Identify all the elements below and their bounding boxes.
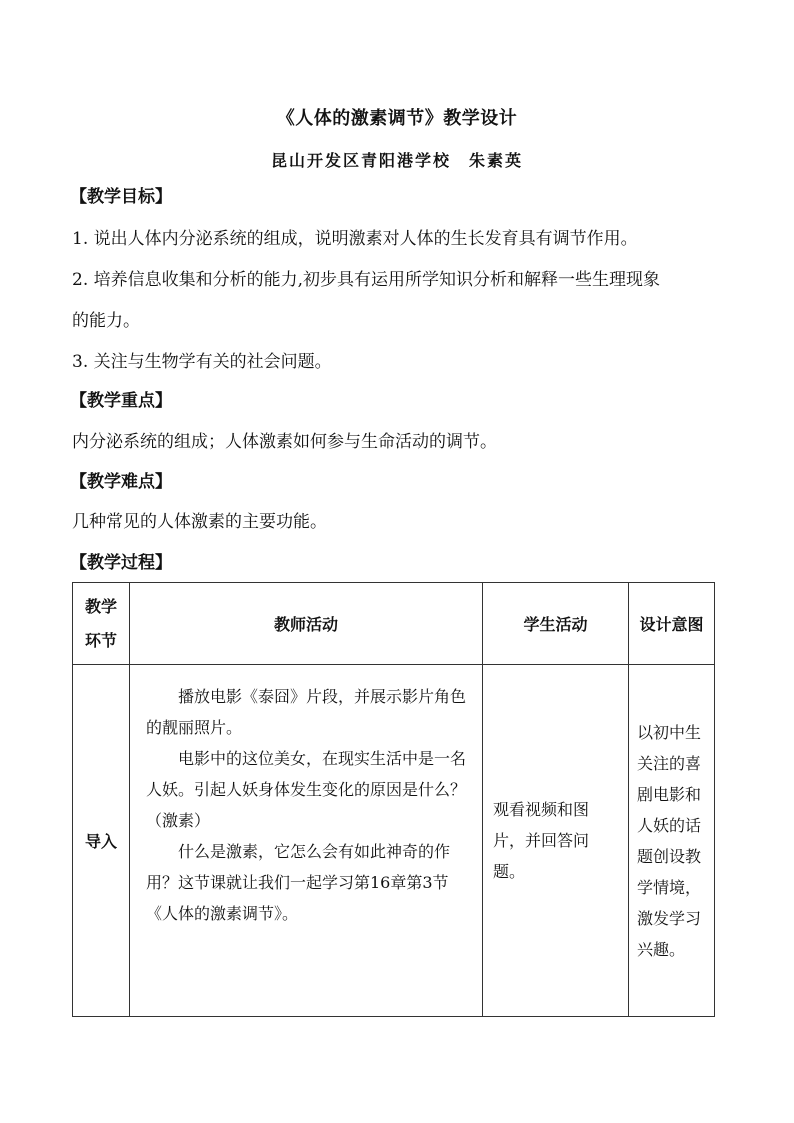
table-header-row: [73, 583, 715, 665]
teacher-activity-cell: [130, 665, 483, 1017]
key-points-text: 内分泌系统的组成；人体激素如何参与生命活动的调节。: [72, 432, 497, 452]
stage-cell: 导入: [73, 665, 130, 1017]
header-student: 学生活动: [483, 583, 629, 665]
header-stage-line-2: 环节: [84, 630, 117, 650]
author-school: 昆山开发区青阳港学校: [270, 151, 451, 170]
header-stage-line-1: 教学: [84, 596, 117, 616]
author-name: 朱素英: [469, 151, 524, 170]
key-points-heading: 【教学重点】: [70, 391, 172, 411]
student-activity-cell: 观看视频和图片，并回答问题。: [483, 665, 629, 1017]
teaching-process-table: [72, 582, 715, 1017]
goal-3: 3. 关注与生物学有关的社会问题。: [72, 352, 332, 372]
author-line: [0, 148, 794, 171]
table-row: [73, 665, 715, 1017]
header-teacher: 教师活动: [130, 583, 483, 665]
goal-2-line-2: 的能力。: [72, 311, 140, 331]
header-intent: 设计意图: [629, 583, 715, 665]
process-heading: 【教学过程】: [70, 553, 172, 573]
difficulty-heading: 【教学难点】: [70, 472, 172, 492]
teacher-paragraph: 电影中的这位美女，在现实生活中是一名人妖。引起人妖身体发生变化的原因是什么？（激素）: [146, 749, 467, 830]
goal-1: 1. 说出人体内分泌系统的组成，说明激素对人体的生长发育具有调节作用。: [72, 229, 638, 249]
difficulty-text: 几种常见的人体激素的主要功能。: [72, 512, 327, 532]
teacher-paragraph: 什么是激素，它怎么会有如此神奇的作用？这节课就让我们一起学习第16章第3节《人体的激素调节》。: [146, 842, 451, 923]
teacher-paragraph: 播放电影《泰囧》片段，并展示影片角色的靓丽照片。: [146, 687, 467, 737]
design-intent-cell: 以初中生关注的喜剧电影和人妖的话题创设教学情境，激发学习兴趣。: [629, 665, 715, 1017]
goals-heading: 【教学目标】: [70, 187, 172, 207]
header-stage: [73, 583, 130, 665]
document-title: 《人体的激素调节》教学设计: [276, 108, 518, 129]
goal-2-line-1: 2. 培养信息收集和分析的能力,初步具有运用所学知识分析和解释一些生理现象: [72, 270, 661, 290]
